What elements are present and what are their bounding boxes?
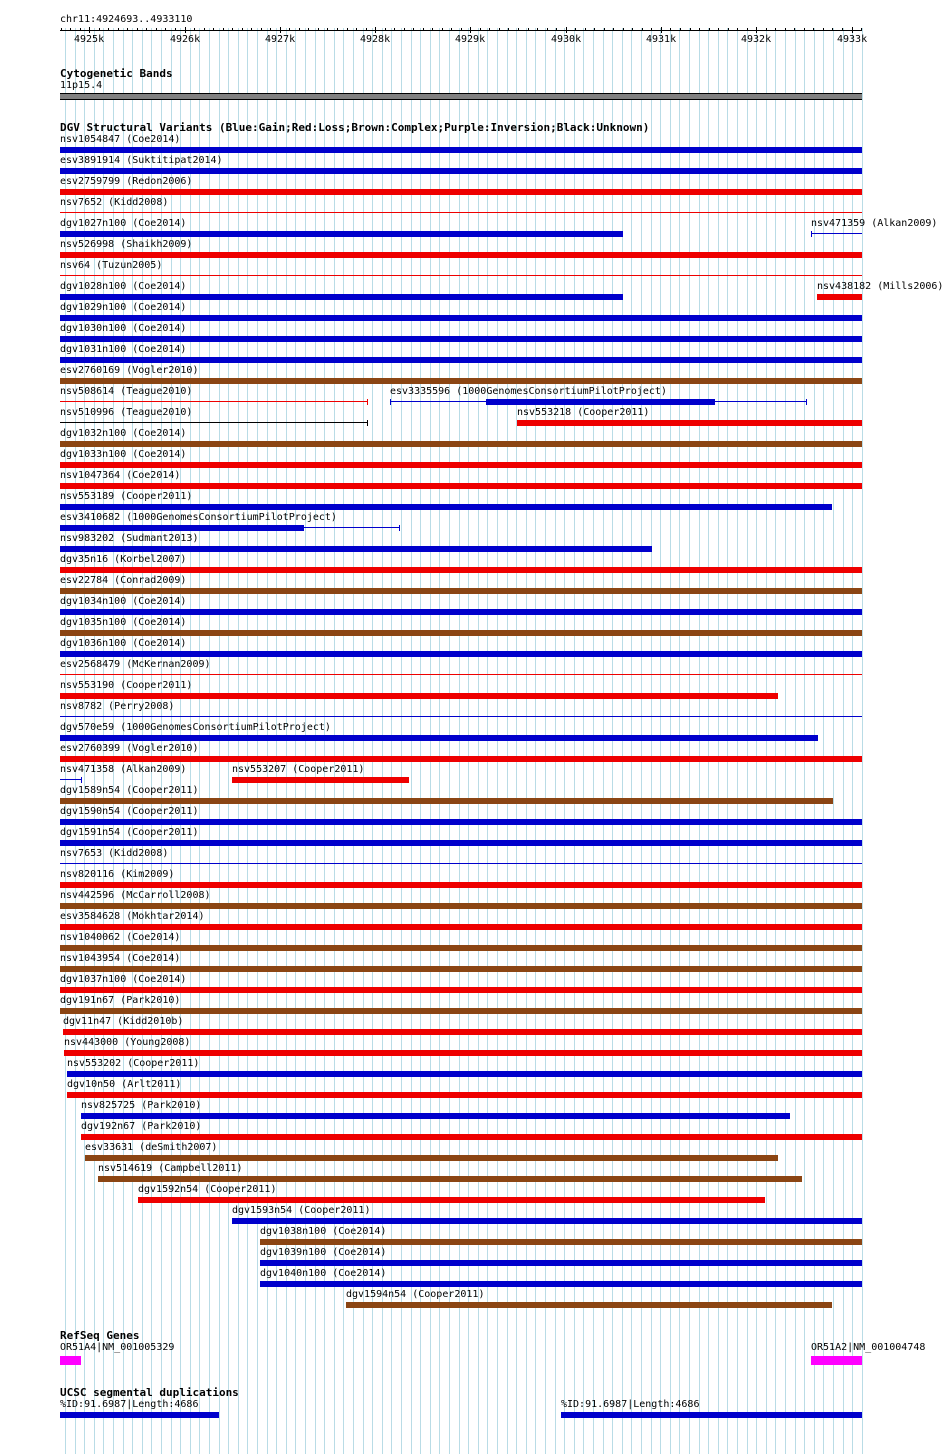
variant-label[interactable]: dgv191n67 (Park2010)	[60, 995, 181, 1006]
variant-line[interactable]	[60, 401, 367, 402]
variant-bar[interactable]	[60, 798, 833, 804]
variant-label[interactable]: dgv192n67 (Park2010)	[81, 1121, 202, 1132]
ruler-tick-label: 4925k	[74, 34, 105, 45]
variant-bar[interactable]	[60, 588, 862, 594]
variant-label[interactable]: nsv553190 (Cooper2011)	[60, 680, 193, 691]
variant-bar[interactable]	[63, 1029, 862, 1035]
variant-label[interactable]: dgv1031n100 (Coe2014)	[60, 344, 187, 355]
variant-bar[interactable]	[60, 840, 862, 846]
variant-bar[interactable]	[232, 1218, 862, 1224]
variant-label[interactable]: dgv1032n100 (Coe2014)	[60, 428, 187, 439]
variant-bar[interactable]	[60, 756, 862, 762]
variant-label[interactable]: esv3584628 (Mokhtar2014)	[60, 911, 205, 922]
variant-label[interactable]: esv33631 (deSmith2007)	[85, 1142, 218, 1153]
variant-bar[interactable]	[60, 966, 862, 972]
variant-bar[interactable]	[60, 231, 623, 237]
variant-bar[interactable]	[60, 504, 832, 510]
variant-bar[interactable]	[260, 1281, 862, 1287]
variant-label[interactable]: nsv526998 (Shaikh2009)	[60, 239, 193, 250]
variant-label[interactable]: dgv10n50 (Arlt2011)	[67, 1079, 182, 1090]
variant-end-tick	[811, 231, 812, 237]
ruler-tick-label: 4931k	[646, 34, 677, 45]
variant-label[interactable]: esv3891914 (Suktitipat2014)	[60, 155, 223, 166]
variant-bar[interactable]	[260, 1260, 862, 1266]
variant-bar[interactable]	[60, 147, 862, 153]
variant-label[interactable]: nsv553189 (Cooper2011)	[60, 491, 193, 502]
segdup-bar[interactable]	[60, 1412, 219, 1418]
ruler-tick-label: 4928k	[360, 34, 391, 45]
variant-label[interactable]: dgv1033n100 (Coe2014)	[60, 449, 187, 460]
variant-label[interactable]: dgv1591n54 (Cooper2011)	[60, 827, 199, 838]
variant-bar[interactable]	[60, 252, 862, 258]
variant-label[interactable]: dgv1030n100 (Coe2014)	[60, 323, 187, 334]
variant-label[interactable]: dgv1589n54 (Cooper2011)	[60, 785, 199, 796]
variant-label[interactable]: dgv11n47 (Kidd2010b)	[63, 1016, 184, 1027]
variant-label[interactable]: dgv1038n100 (Coe2014)	[260, 1226, 387, 1237]
variant-label[interactable]: nsv7652 (Kidd2008)	[60, 197, 169, 208]
variant-bar[interactable]	[60, 378, 862, 384]
variant-label[interactable]: nsv553202 (Cooper2011)	[67, 1058, 200, 1069]
variant-end-tick	[367, 399, 368, 405]
variant-end-tick	[367, 420, 368, 426]
variant-bar[interactable]	[60, 945, 862, 951]
gene-bar[interactable]	[60, 1356, 81, 1365]
cyto-band[interactable]	[60, 93, 862, 100]
variant-bar[interactable]	[60, 987, 862, 993]
variant-label[interactable]: nsv553218 (Cooper2011)	[517, 407, 650, 418]
variant-label[interactable]: dgv1040n100 (Coe2014)	[260, 1268, 387, 1279]
variant-bar[interactable]	[60, 315, 862, 321]
variant-line[interactable]	[60, 422, 367, 423]
variant-label[interactable]: dgv570e59 (1000GenomesConsortiumPilotProject)	[60, 722, 331, 733]
ruler-tick-label: 4932k	[741, 34, 772, 45]
variant-label[interactable]: nsv1043954 (Coe2014)	[60, 953, 181, 964]
variant-label[interactable]: dgv1027n100 (Coe2014)	[60, 218, 187, 229]
variant-line[interactable]	[60, 674, 862, 675]
variant-bar[interactable]	[81, 1113, 790, 1119]
variant-bar[interactable]	[60, 567, 862, 573]
variant-bar[interactable]	[60, 819, 862, 825]
variant-label[interactable]: dgv1029n100 (Coe2014)	[60, 302, 187, 313]
variant-bar[interactable]	[60, 546, 652, 552]
variant-label[interactable]: dgv1039n100 (Coe2014)	[260, 1247, 387, 1258]
variant-label[interactable]: esv2568479 (McKernan2009)	[60, 659, 211, 670]
segdup-track-title: UCSC segmental duplications	[60, 1386, 239, 1399]
variant-label[interactable]: dgv1036n100 (Coe2014)	[60, 638, 187, 649]
variant-label[interactable]: nsv438182 (Mills2006)	[817, 281, 943, 292]
variant-bar[interactable]	[60, 735, 818, 741]
variant-label[interactable]: dgv35n16 (Korbel2007)	[60, 554, 187, 565]
variant-bar[interactable]	[81, 1134, 862, 1140]
variant-label[interactable]: dgv1594n54 (Cooper2011)	[346, 1289, 485, 1300]
variant-label[interactable]: esv3335596 (1000GenomesConsortiumPilotProject)	[390, 386, 667, 397]
gene-bar-label[interactable]: OR51A4|NM_001005329	[60, 1342, 175, 1353]
variant-bar[interactable]	[60, 336, 862, 342]
ruler-tick-label: 4926k	[170, 34, 201, 45]
variant-label[interactable]: dgv1590n54 (Cooper2011)	[60, 806, 199, 817]
variant-bar[interactable]	[138, 1197, 765, 1203]
variant-label[interactable]: nsv553207 (Cooper2011)	[232, 764, 365, 775]
variant-bar[interactable]	[260, 1239, 862, 1245]
variant-bar[interactable]	[60, 1008, 862, 1014]
ruler-tick-label: 4929k	[455, 34, 486, 45]
variant-label[interactable]: esv22784 (Conrad2009)	[60, 575, 187, 586]
variant-line[interactable]	[811, 233, 862, 234]
variant-bar[interactable]	[60, 882, 862, 888]
cyto-track-title: Cytogenetic Bands	[60, 67, 173, 80]
variant-bar[interactable]	[98, 1176, 802, 1182]
variant-line[interactable]	[60, 212, 862, 213]
refseq-track-title: RefSeq Genes	[60, 1329, 140, 1342]
variant-bar[interactable]	[60, 357, 862, 363]
variant-bar[interactable]	[60, 525, 304, 531]
variant-bar[interactable]	[817, 294, 862, 300]
variant-label[interactable]: nsv1040062 (Coe2014)	[60, 932, 181, 943]
variant-label[interactable]: dgv1035n100 (Coe2014)	[60, 617, 187, 628]
variant-bar[interactable]	[60, 294, 623, 300]
ruler-tick-label: 4930k	[551, 34, 582, 45]
segdup-bar-label[interactable]: %ID:91.6987|Length:4686	[60, 1399, 199, 1410]
variant-bar[interactable]	[232, 777, 409, 783]
dgv-track-title: DGV Structural Variants (Blue:Gain;Red:Loss;Brown:Complex;Purple:Inversion;Black:Unknown)	[60, 121, 650, 134]
variant-label[interactable]: nsv471358 (Alkan2009)	[60, 764, 187, 775]
variant-label[interactable]: nsv510996 (Teague2010)	[60, 407, 193, 418]
gene-bar-label[interactable]: OR51A2|NM_001004748	[811, 1342, 926, 1353]
variant-label[interactable]: nsv8782 (Perry2008)	[60, 701, 175, 712]
variant-label[interactable]: dgv1034n100 (Coe2014)	[60, 596, 187, 607]
variant-line[interactable]	[60, 716, 862, 717]
variant-bar[interactable]	[486, 399, 715, 405]
variant-bar[interactable]	[60, 651, 862, 657]
variant-label[interactable]: dgv1028n100 (Coe2014)	[60, 281, 187, 292]
variant-bar[interactable]	[67, 1071, 862, 1077]
variant-bar[interactable]	[60, 189, 862, 195]
variant-line[interactable]	[60, 779, 81, 780]
variant-label[interactable]: nsv820116 (Kim2009)	[60, 869, 175, 880]
variant-bar[interactable]	[517, 420, 862, 426]
variant-end-tick	[81, 777, 82, 783]
variant-bar[interactable]	[346, 1302, 832, 1308]
variant-bar[interactable]	[60, 924, 862, 930]
variant-bar[interactable]	[60, 441, 862, 447]
variant-end-tick	[806, 399, 807, 405]
variant-label[interactable]: nsv508614 (Teague2010)	[60, 386, 193, 397]
variant-bar[interactable]	[60, 462, 862, 468]
variant-label[interactable]: esv2759799 (Redon2006)	[60, 176, 193, 187]
variant-label[interactable]: dgv1593n54 (Cooper2011)	[232, 1205, 371, 1216]
variant-bar[interactable]	[85, 1155, 778, 1161]
variant-label[interactable]: dgv1592n54 (Cooper2011)	[138, 1184, 277, 1195]
segdup-bar-label[interactable]: %ID:91.6987|Length:4686	[561, 1399, 700, 1410]
variant-label[interactable]: nsv443000 (Young2008)	[64, 1037, 191, 1048]
variant-label[interactable]: nsv471359 (Alkan2009)	[811, 218, 938, 229]
variant-bar[interactable]	[67, 1092, 862, 1098]
ruler-tick-label: 4927k	[265, 34, 296, 45]
variant-bar[interactable]	[60, 609, 862, 615]
ruler-tick-label: 4933k	[837, 34, 868, 45]
variant-end-tick	[390, 399, 391, 405]
variant-line[interactable]	[60, 275, 862, 276]
ruler-axis	[60, 30, 862, 31]
variant-bar[interactable]	[60, 903, 862, 909]
variant-label[interactable]: esv2760169 (Vogler2010)	[60, 365, 199, 376]
coordinate-label: chr11:4924693..4933110	[60, 14, 193, 25]
segdup-bar[interactable]	[561, 1412, 862, 1418]
variant-bar[interactable]	[60, 693, 778, 699]
gene-bar[interactable]	[811, 1356, 862, 1365]
variant-line[interactable]	[60, 863, 862, 864]
variant-label[interactable]: nsv7653 (Kidd2008)	[60, 848, 169, 859]
variant-end-tick	[399, 525, 400, 531]
variant-label[interactable]: nsv442596 (McCarroll2008)	[60, 890, 211, 901]
variant-bar[interactable]	[60, 168, 862, 174]
variant-label[interactable]: esv2760399 (Vogler2010)	[60, 743, 199, 754]
variant-label[interactable]: nsv514619 (Campbell2011)	[98, 1163, 243, 1174]
variant-label[interactable]: nsv1054847 (Coe2014)	[60, 134, 181, 145]
variant-bar[interactable]	[64, 1050, 862, 1056]
variant-bar[interactable]	[60, 630, 862, 636]
variant-label[interactable]: nsv1047364 (Coe2014)	[60, 470, 181, 481]
cyto-band-label: 11p15.4	[60, 80, 103, 91]
variant-label[interactable]: dgv1037n100 (Coe2014)	[60, 974, 187, 985]
variant-label[interactable]: nsv983202 (Sudmant2013)	[60, 533, 199, 544]
variant-label[interactable]: esv3410682 (1000GenomesConsortiumPilotProject)	[60, 512, 337, 523]
variant-bar[interactable]	[60, 483, 862, 489]
variant-label[interactable]: nsv825725 (Park2010)	[81, 1100, 202, 1111]
variant-label[interactable]: nsv64 (Tuzun2005)	[60, 260, 163, 271]
